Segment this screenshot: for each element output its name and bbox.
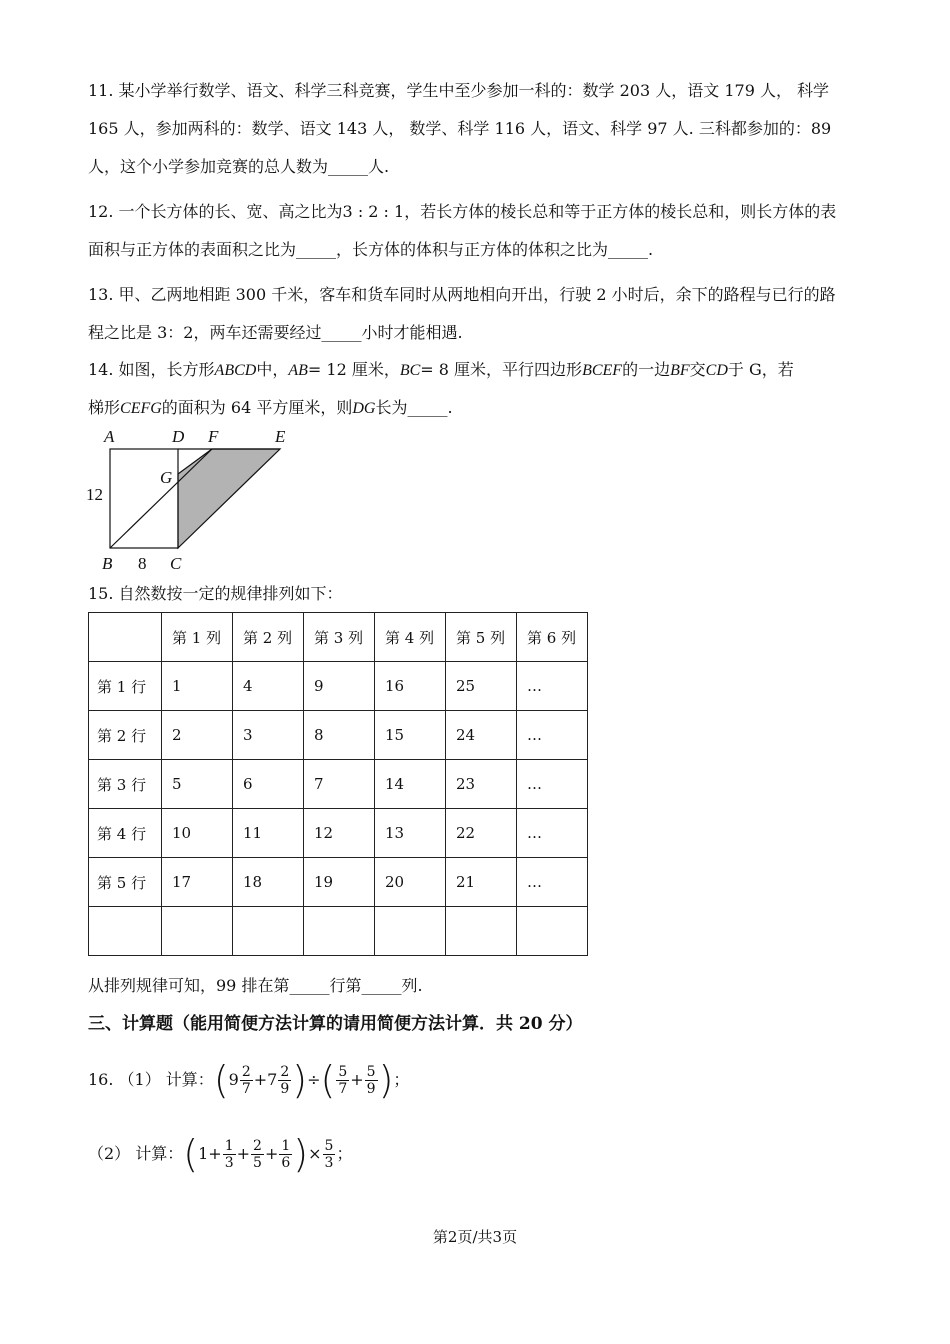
section-3-heading: 三、计算题（能用简便方法计算的请用简便方法计算．共 20 分） — [88, 1014, 583, 1034]
col-header: 第 5 列 — [446, 613, 517, 662]
table-row-empty — [89, 907, 588, 956]
table-cell: 19 — [304, 858, 375, 907]
col-header: 第 1 列 — [162, 613, 233, 662]
table-cell: 13 — [375, 809, 446, 858]
table-cell: 15 — [375, 711, 446, 760]
table-cell: … — [517, 809, 588, 858]
table-cell: 8 — [304, 711, 375, 760]
table-cell: 24 — [446, 711, 517, 760]
shaded-trapezoid-cefg — [178, 449, 280, 548]
table-row — [89, 711, 588, 760]
row-header: 第 4 行 — [89, 809, 162, 858]
q14-line-1: 14. 如图，长方形ABCD中，AB= 12 厘米，BC= 8 厘米，平行四边形BCEF的一边BF交CD于 G，若 — [88, 360, 794, 379]
col-header: 第 2 列 — [233, 613, 304, 662]
table-cell: 21 — [446, 858, 517, 907]
page-footer: 第2页/共3页 — [432, 1228, 518, 1246]
q12-line-1: 12. 一个长方体的长、宽、高之比为3 : 2 : 1，若长方体的棱长总和等于正方体的棱长总和，则长方体的表 — [88, 202, 837, 221]
table-cell: 22 — [446, 809, 517, 858]
label-side-12: 12 — [86, 485, 103, 504]
row-header: 第 5 行 — [89, 858, 162, 907]
q13-line-2: 程之比是 3：2，两车还需要经过_____小时才能相遇. — [88, 323, 463, 342]
table-row — [89, 662, 588, 711]
ratio: 3 : 2 : 1 — [342, 202, 405, 221]
table-cell — [233, 907, 304, 956]
table-cell: 7 — [304, 760, 375, 809]
q11-line-2: 165 人，参加两科的：数学、语文 143 人， 数学、科学 116 人，语文、科学 97 人. 三科都参加的：89 — [88, 119, 832, 138]
label-e: E — [275, 427, 286, 446]
col-header: 第 6 列 — [517, 613, 588, 662]
table-cell: 14 — [375, 760, 446, 809]
table-row — [89, 809, 588, 858]
q14-line-2: 梯形CEFG的面积为 64 平方厘米，则DG长为_____. — [88, 398, 453, 417]
table-cell: 10 — [162, 809, 233, 858]
q16-part-1: 16. （1） 计算： ( 9 $\frac{2}{7}$ + 7 $\frac{2}{9}$ ) ÷ ( $\frac{5}{7}$ + $\frac{5}{9}$ ) ； — [88, 1058, 410, 1102]
table-cell: 18 — [233, 858, 304, 907]
table-cell — [89, 907, 162, 956]
table-cell: 16 — [375, 662, 446, 711]
rectangle-abcd — [110, 449, 178, 548]
table-cell — [517, 907, 588, 956]
label-f: F — [208, 427, 219, 446]
table-cell — [375, 907, 446, 956]
table-cell — [446, 907, 517, 956]
table-cell: 5 — [162, 760, 233, 809]
label-c: C — [170, 554, 182, 573]
q11-line-1: 11. 某小学举行数学、语文、科学三科竞赛，学生中至少参加一科的：数学 203 人，语文 179 人， 科学 — [88, 81, 830, 100]
col-header: 第 3 列 — [304, 613, 375, 662]
q16-part-2: （2） 计算： ( 1 + $\frac{1}{3}$ + $\frac{2}{5}$ + $\frac{1}{6}$ ) × $\frac{5}{3}$ ； — [88, 1132, 353, 1176]
table-cell: … — [517, 711, 588, 760]
table-cell — [162, 907, 233, 956]
col-header: 第 4 列 — [375, 613, 446, 662]
expression-2: ( 1 + $\frac{1}{3}$ + $\frac{2}{5}$ + $\frac{1}{6}$ ) × $\frac{5}{3}$ ； — [183, 1132, 353, 1176]
number-table — [88, 612, 588, 956]
table-cell — [304, 907, 375, 956]
label-a: A — [104, 427, 115, 446]
q15-intro: 15. 自然数按一定的规律排列如下： — [88, 584, 343, 603]
table-cell: 20 — [375, 858, 446, 907]
label-side-8: 8 — [138, 554, 147, 573]
table-cell: 23 — [446, 760, 517, 809]
expression-1: ( 9 $\frac{2}{7}$ + 7 $\frac{2}{9}$ ) ÷ ( $\frac{5}{7}$ + $\frac{5}{9}$ ) ； — [213, 1058, 410, 1102]
table-cell: … — [517, 760, 588, 809]
label-g: G — [160, 468, 173, 487]
table-cell: 1 — [162, 662, 233, 711]
table-cell: 3 — [233, 711, 304, 760]
geometry-figure — [80, 424, 320, 574]
q15-question: 从排列规律可知，99 排在第_____行第_____列. — [88, 976, 423, 995]
q11-line-3: 人，这个小学参加竞赛的总人数为_____人. — [88, 157, 390, 176]
table-corner-cell — [89, 613, 162, 662]
table-cell: 25 — [446, 662, 517, 711]
table-cell: 12 — [304, 809, 375, 858]
table-cell: 17 — [162, 858, 233, 907]
table-row — [89, 858, 588, 907]
label-d: D — [172, 427, 185, 446]
table-cell: 9 — [304, 662, 375, 711]
label-b: B — [102, 554, 113, 573]
row-header: 第 3 行 — [89, 760, 162, 809]
row-header: 第 2 行 — [89, 711, 162, 760]
q13-line-1: 13. 甲、乙两地相距 300 千米，客车和货车同时从两地相向开出，行驶 2 小时后，余下的路程与已行的路 — [88, 285, 836, 304]
table-cell: … — [517, 662, 588, 711]
table-cell: … — [517, 858, 588, 907]
table-cell: 4 — [233, 662, 304, 711]
table-row — [89, 760, 588, 809]
table-cell: 6 — [233, 760, 304, 809]
q12-line-2: 面积与正方体的表面积之比为_____，长方体的体积与正方体的体积之比为_____. — [88, 240, 654, 259]
table-cell: 2 — [162, 711, 233, 760]
row-header: 第 1 行 — [89, 662, 162, 711]
table-cell: 11 — [233, 809, 304, 858]
table-header-row — [89, 613, 588, 662]
